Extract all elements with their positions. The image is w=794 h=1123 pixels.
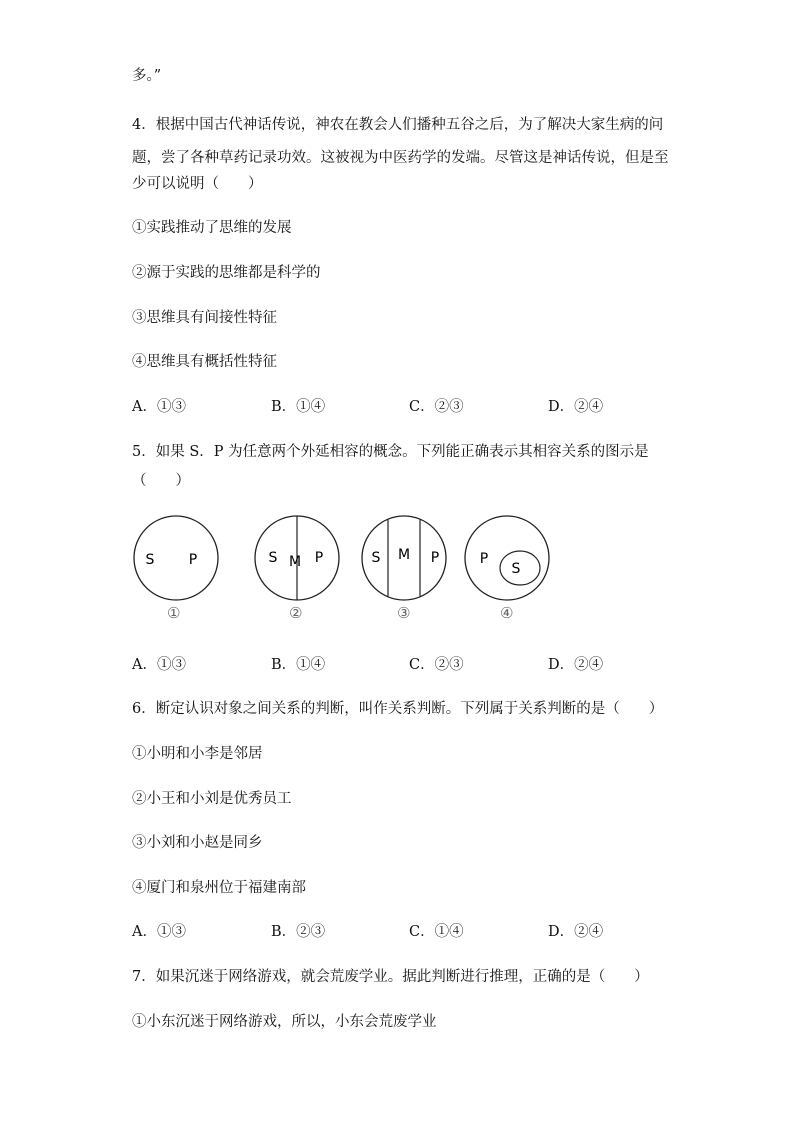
q6-stem-line-1: 6．断定认识对象之间关系的判断，叫作关系判断。下列属于关系判断的是（ ） <box>132 701 664 717</box>
q4-option-d: D．②④ <box>548 399 604 415</box>
diagram-3-label-m: M <box>397 547 411 563</box>
diagram-2 <box>255 516 339 600</box>
diagram-3-label-s: S <box>371 550 381 566</box>
q6-option-c: C．①④ <box>409 924 464 940</box>
q4-stem-line-2: 题，尝了各种草药记录功效。这被视为中医药学的发端。尽管这是神话传说，但是至 <box>132 150 669 166</box>
diagram-2-label-m: M <box>288 554 302 570</box>
q6-option-a: A．①③ <box>132 924 186 940</box>
q5-stem-line-2: （ ） <box>132 473 190 489</box>
q6-item-4: ④厦门和泉州位于福建南部 <box>132 880 306 896</box>
q4-option-b: B．①④ <box>271 399 326 415</box>
q5-option-a: A．①③ <box>132 657 186 673</box>
diagram-3 <box>362 516 446 600</box>
q5-option-b: B．①④ <box>271 657 326 673</box>
intro-tail-text: 多。” <box>132 68 162 84</box>
diagram-3-label-p: P <box>430 550 440 566</box>
q4-option-c: C．②③ <box>409 399 464 415</box>
q6-item-3: ③小刘和小赵是同乡 <box>132 835 263 851</box>
diagram-2-caption: ② <box>289 604 303 622</box>
diagram-4-caption: ④ <box>500 604 514 622</box>
diagram-1-label-s: S <box>145 552 155 568</box>
diagram-4-label-s: S <box>511 561 521 577</box>
q6-item-1: ①小明和小李是邻居 <box>132 746 263 762</box>
q5-option-c: C．②③ <box>409 657 464 673</box>
q6-option-d: D．②④ <box>548 924 604 940</box>
q5-option-d: D．②④ <box>548 657 604 673</box>
diagram-1 <box>134 516 218 600</box>
q4-stem-line-1: 4．根据中国古代神话传说，神农在教会人们播种五谷之后，为了解决大家生病的问 <box>132 117 664 133</box>
q5-stem-line-1: 5．如果 S．P 为任意两个外延相容的概念。下列能正确表示其相容关系的图示是 <box>132 444 649 460</box>
diagram-3-caption: ③ <box>397 604 411 622</box>
q4-item-1: ①实践推动了思维的发展 <box>132 220 292 236</box>
q5-venn-diagrams <box>0 500 794 605</box>
q7-stem-line-1: 7．如果沉迷于网络游戏，就会荒废学业。据此判断进行推理，正确的是（ ） <box>132 969 649 985</box>
q4-item-3: ③思维具有间接性特征 <box>132 310 277 326</box>
diagram-4-label-p: P <box>479 551 489 567</box>
diagram-2-label-s: S <box>268 550 278 566</box>
q4-item-2: ②源于实践的思维都是科学的 <box>132 265 321 281</box>
q4-item-4: ④思维具有概括性特征 <box>132 354 277 370</box>
q6-option-b: B．②③ <box>271 924 326 940</box>
q6-item-2: ②小王和小刘是优秀员工 <box>132 791 292 807</box>
q4-stem-line-3: 少可以说明（ ） <box>132 176 263 192</box>
diagram-2-label-p: P <box>314 550 324 566</box>
diagram-1-caption: ① <box>167 604 181 622</box>
q4-option-a: A．①③ <box>132 399 186 415</box>
q7-item-1: ①小东沉迷于网络游戏，所以，小东会荒废学业 <box>132 1014 437 1030</box>
diagram-1-label-p: P <box>188 552 198 568</box>
diagram-4 <box>465 516 549 600</box>
